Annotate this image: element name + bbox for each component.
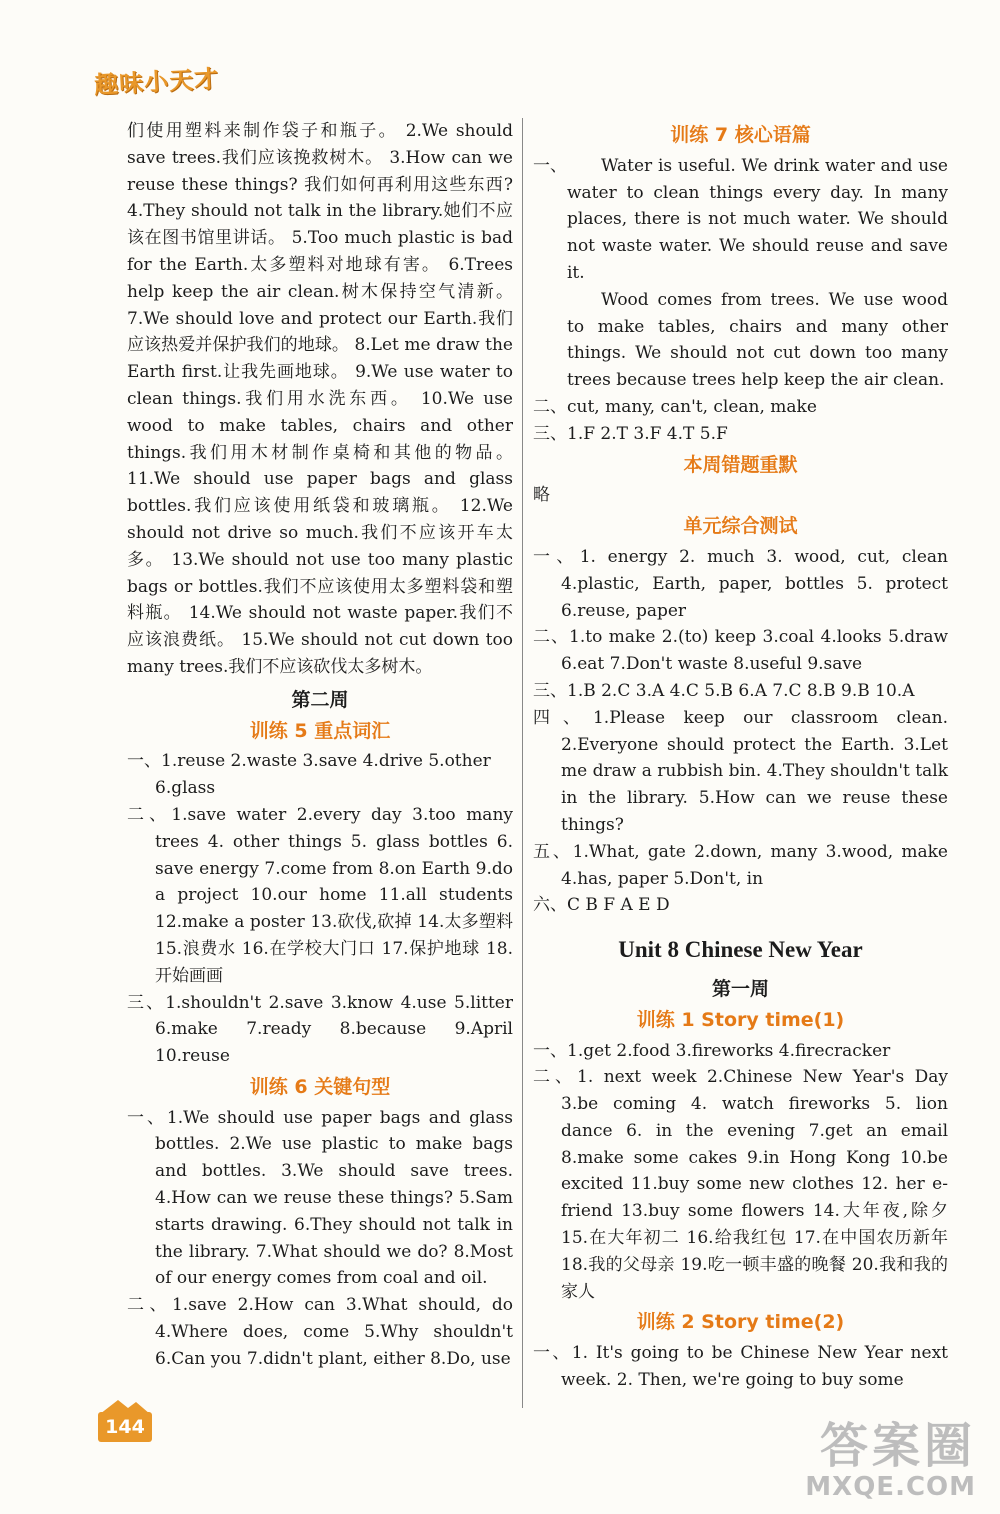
ut-section-2: 二、1.to make 2.(to) keep 3.coal 4.looks 5.draw 6.eat 7.Don't waste 8.useful 9.save — [533, 627, 948, 675]
t5-section-3: 三、1.shouldn't 2.save 3.know 4.use 5.litter 6.make 7.ready 8.because 9.April 10.reuse — [127, 992, 513, 1067]
watermark-url: MXQE.COM — [805, 1472, 976, 1502]
watermark — [805, 1420, 976, 1502]
week2-heading: 第二周 — [291, 688, 349, 711]
training6-heading: 训练 6 关键句型 — [249, 1075, 391, 1098]
ut-section-4: 四、1.Please keep our classroom clean. 2.Everyone should protect the Earth. 3.Let me draw a rubbish bin. 4.They shouldn't talk in the library. 5.How can we reuse these things? — [533, 707, 948, 835]
t1-section-1: 一、1.get 2.food 3.fireworks 4.firecracker — [533, 1040, 891, 1061]
t7-section-1 — [533, 153, 948, 394]
t7-passage-1: Water is useful. We drink water and use water to clean things every day. In many places, there is not much water. We should not waste water. We should reuse and save it. — [567, 155, 948, 283]
logo: 趣味小天才 — [93, 64, 220, 100]
right-column — [533, 118, 948, 1394]
mistakes-heading: 本周错题重默 — [683, 453, 798, 476]
t6-section-2: 二、1.save 2.How can 3.What should, do 4.Where does, come 5.Why shouldn't 6.Can you 7.didn't plant, either 8.Do, use — [127, 1295, 513, 1369]
intro-paragraph: 们使用塑料来制作袋子和瓶子。 2.We should save trees.我们应该挽救树木。 3.How can we reuse these things? 我们如何再利用这些东西? 4.They should not talk in the library.她们不应该在图书馆里讲话。 5.Too much plastic is bad for the Earth.太多塑料对地球有害。 6.Trees help keep the air clean.树木保持空气清新。 7.We should love and protect our Earth.我们应该热爱并保护我们的地球。 8.Let me draw the Earth first.让我先画地球。 9.We use water to clean things.我们用水洗东西。 10.We use wood to make tables, chairs and other things.我们用木材制作桌椅和其他的物品。 11.We should use paper bags and glass bottles.我们应该使用纸袋和玻璃瓶。 12.We should not drive so much.我们不应该开车太多。 13.We should not use too many plastic bags or bottles.我们不应该使用太多塑料袋和塑料瓶。 14.We should not waste paper.我们不应该浪费纸。 15.We should not cut down too many trees.我们不应该砍伐太多树木。 — [127, 121, 513, 677]
ut-section-3: 三、1.B 2.C 3.A 4.C 5.B 6.A 7.C 8.B 9.B 10.A — [533, 680, 915, 701]
left-column — [127, 118, 513, 1373]
training2-heading: 训练 2 Story time(2) — [636, 1311, 845, 1334]
t6-section-1: 一、1.We should use paper bags and glass bottles. 2.We use plastic to make bags and bottles. 3.We should save trees. 4.How can we reuse these things? 5.Sam starts drawing. 6.They should not talk in the library. 7.What should we do? 8.Most of our energy comes from coal and oil. — [127, 1107, 513, 1289]
ut-section-1: 一、1. energy 2. much 3. wood, cut, clean 4.plastic, Earth, paper, bottles 5. protect 6.reuse, paper — [533, 546, 948, 621]
t5-section-1: 一、1.reuse 2.waste 3.save 4.drive 5.other — [127, 751, 491, 772]
ut-section-5: 五、1.What, gate 2.down, many 3.wood, make 4.has, paper 5.Don't, in — [533, 841, 948, 889]
t7-passage-2: Wood comes from trees. We use wood to make tables, chairs and many other things. We should not cut down too many trees because trees help keep the air clean. — [567, 289, 948, 391]
unit-test-heading: 单元综合测试 — [683, 515, 798, 538]
unit8-title: Unit 8 Chinese New Year — [618, 937, 863, 963]
column-divider — [522, 118, 523, 1408]
training7-heading: 训练 7 核心语篇 — [670, 124, 811, 146]
t5-section-2: 二、1.save water 2.every day 3.too many trees 4. other things 5. glass bottles 6. save energy 7.come from 8.on Earth 9.do a project 10.our home 11.all students 12.make a poster 13.砍伐,砍掉 14.太多塑料 15.浪费水 16.在学校大门口 17.保护地球 18.开始画画 — [127, 804, 513, 986]
mistakes-body: 略 — [533, 485, 550, 506]
page-number: 144 — [98, 1412, 152, 1442]
t5-section-1-cont: 6.glass — [155, 778, 216, 799]
t7-section-3: 三、1.F 2.T 3.F 4.T 5.F — [533, 423, 728, 444]
t7-section-2: 二、cut, many, can't, clean, make — [533, 396, 817, 417]
ut-section-6: 六、C B F A E D — [533, 895, 670, 916]
t7-section-1-label: 一、 — [533, 155, 567, 176]
t2-section-1: 一、1. It's going to be Chinese New Year next week. 2. Then, we're going to buy some — [533, 1343, 948, 1391]
week1-heading: 第一周 — [711, 977, 769, 1000]
training1-heading: 训练 1 Story time(1) — [636, 1008, 845, 1031]
training5-heading: 训练 5 重点词汇 — [249, 719, 391, 742]
watermark-logo-text: 答案圈 — [819, 1418, 976, 1474]
t1-section-2: 二、1. next week 2.Chinese New Year's Day 3.be coming 4. watch fireworks 5. lion dance 6. in the evening 7.get an email 8.make some cakes 9.in Hong Kong 10.be excited 11.buy some new clothes 12. her e-friend 13.buy some flowers 14.大年夜,除夕 15.在大年初二 16.给我红包 17.在中国农历新年 18.我的父母亲 19.吃一顿丰盛的晚餐 20.我和我的家人 — [533, 1067, 948, 1302]
